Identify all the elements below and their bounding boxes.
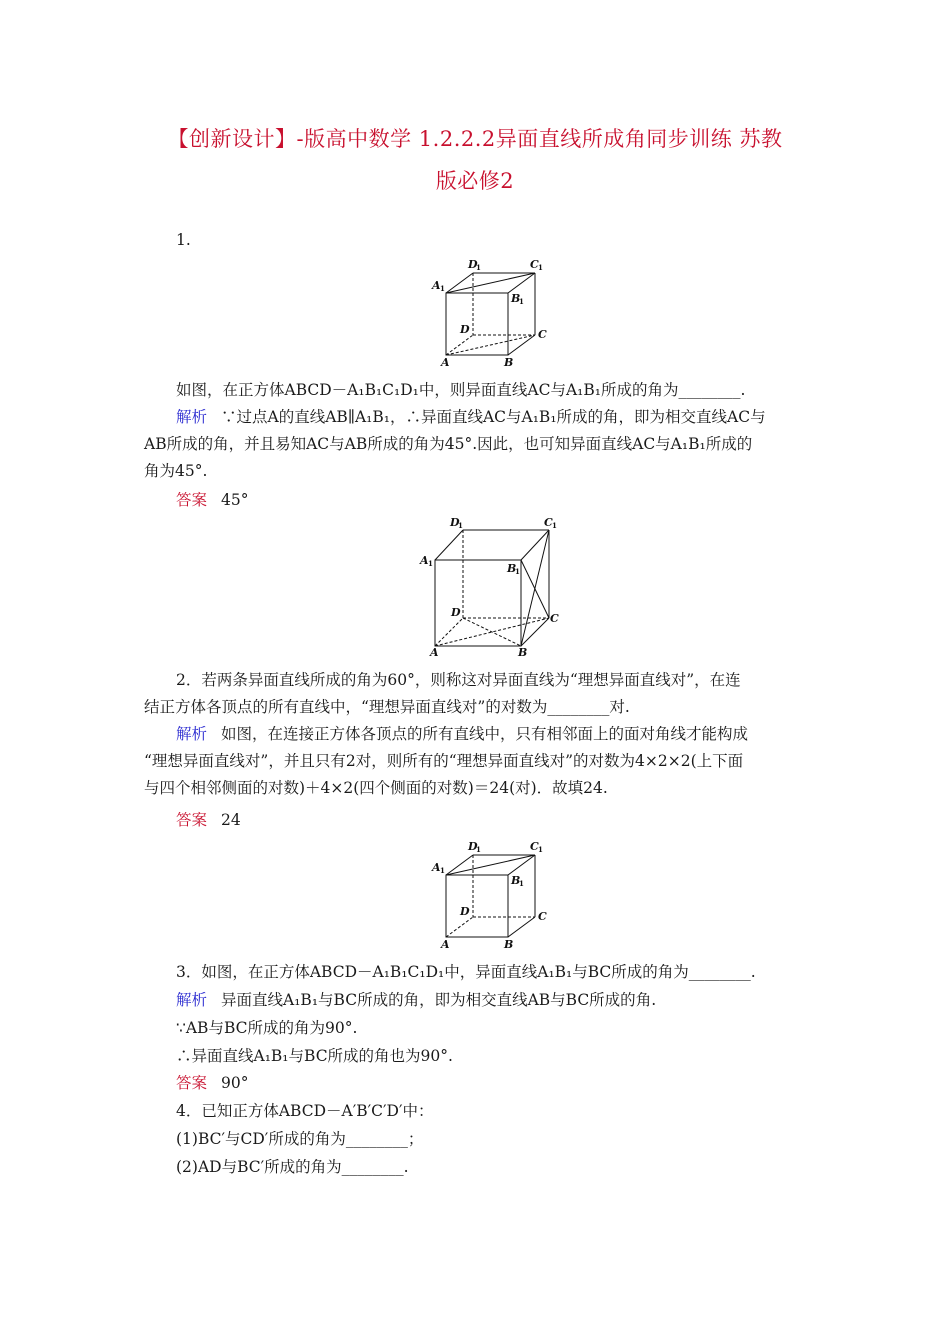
q4-part-2: (2)AD与BC′所成的角为________. <box>176 1158 409 1176</box>
svg-text:1: 1 <box>515 567 520 576</box>
label-B1: B <box>507 562 517 575</box>
q3-question: 3．如图，在正方体ABCD－A₁B₁C₁D₁中，异面直线A₁B₁与BC所成的角为________. <box>176 963 756 981</box>
label-D1: D <box>468 840 478 853</box>
figure-cube-1 <box>428 256 548 368</box>
q4-part-1: (1)BC′与CD′所成的角为________； <box>176 1130 424 1148</box>
label-D1: D <box>450 516 460 529</box>
q1-number: 1. <box>176 231 191 249</box>
cube-svg-1 <box>428 256 548 368</box>
label-C1: C <box>530 840 539 853</box>
label-B: B <box>518 646 528 659</box>
label-A1: A <box>432 279 441 292</box>
page-title <box>130 118 820 202</box>
q2-line-1: 2．若两条异面直线所成的角为60°，则称这对异面直线为“理想异面直线对”，在连 <box>176 671 741 689</box>
label-B1: B <box>511 874 521 887</box>
title-line-1: 【创新设计】-版高中数学 1.2.2.2异面直线所成角同步训练 苏教 <box>167 127 783 151</box>
figure-cube-2 <box>418 514 563 659</box>
svg-text:1: 1 <box>538 845 543 854</box>
svg-text:1: 1 <box>440 866 445 875</box>
answer-label: 答案 <box>176 811 208 829</box>
svg-text:1: 1 <box>476 845 481 854</box>
answer-label: 答案 <box>176 1074 208 1092</box>
q2-line-2: 结正方体各顶点的所有直线中，“理想异面直线对”的对数为________对. <box>144 698 630 716</box>
svg-text:1: 1 <box>440 284 445 293</box>
q3-analysis-line-1: 解析 异面直线A₁B₁与BC所成的角，即为相交直线AB与BC所成的角. <box>176 991 657 1009</box>
svg-text:1: 1 <box>519 879 524 888</box>
svg-text:1: 1 <box>552 521 557 530</box>
q2-answer: 答案 24 <box>176 811 241 829</box>
q2-analysis-line-3: 与四个相邻侧面的对数)＋4×2(四个侧面的对数)＝24(对)．故填24. <box>144 779 608 797</box>
q1-question: 如图，在正方体ABCD－A₁B₁C₁D₁中，则异面直线AC与A₁B₁所成的角为________. <box>176 381 746 399</box>
label-A1: A <box>432 861 441 874</box>
q1-analysis-line-2: AB所成的角，并且易知AC与AB所成的角为45°.因此，也可知异面直线AC与A₁B₁所成的 <box>144 435 753 453</box>
q2-analysis-line-2: “理想异面直线对”，并且只有2对，则所有的“理想异面直线对”的对数为4×2×2(上下面 <box>144 752 744 770</box>
analysis-label: 解析 <box>176 991 208 1009</box>
figure-cube-3 <box>428 838 548 950</box>
q4-question: 4．已知正方体ABCD－A′B′C′D′中： <box>176 1102 434 1120</box>
cube-svg-3 <box>428 838 548 950</box>
q2-analysis-line-1: 解析 如图，在连接正方体各顶点的所有直线中，只有相邻面上的面对角线才能构成 <box>176 725 749 743</box>
label-A: A <box>430 646 439 659</box>
label-C1: C <box>544 516 553 529</box>
q1-analysis-line-1: 解析 ∵过点A的直线AB∥A₁B₁，∴异面直线AC与A₁B₁所成的角，即为相交直线AC与 <box>176 408 766 426</box>
label-A: A <box>441 938 450 950</box>
label-B1: B <box>511 292 521 305</box>
q1-answer: 答案 45° <box>176 491 249 509</box>
label-A: A <box>441 356 450 368</box>
svg-text:1: 1 <box>519 297 524 306</box>
label-D: D <box>460 905 470 918</box>
q1-analysis-line-3: 角为45°. <box>144 462 208 480</box>
title-line-2: 版必修2 <box>435 169 515 193</box>
front-face <box>446 293 508 355</box>
label-B: B <box>504 356 514 368</box>
svg-text:1: 1 <box>476 263 481 272</box>
label-C: C <box>538 910 547 923</box>
label-C: C <box>538 328 547 341</box>
q3-line-3: ∴异面直线A₁B₁与BC所成的角也为90°. <box>176 1047 453 1065</box>
label-A1: A <box>420 554 429 567</box>
label-C1: C <box>530 258 539 271</box>
analysis-label: 解析 <box>176 408 208 426</box>
svg-text:1: 1 <box>538 263 543 272</box>
svg-text:1: 1 <box>458 521 463 530</box>
q3-answer: 答案 90° <box>176 1074 249 1092</box>
label-C: C <box>550 612 559 625</box>
label-D: D <box>451 606 461 619</box>
label-B: B <box>504 938 514 950</box>
svg-text:1: 1 <box>428 559 433 568</box>
answer-label: 答案 <box>176 491 208 509</box>
label-D1: D <box>468 258 478 271</box>
q3-line-2: ∵AB与BC所成的角为90°. <box>176 1019 358 1037</box>
analysis-label: 解析 <box>176 725 208 743</box>
label-D: D <box>460 323 470 336</box>
cube-svg-2 <box>418 514 563 659</box>
diagonal-BC1 <box>521 530 549 646</box>
